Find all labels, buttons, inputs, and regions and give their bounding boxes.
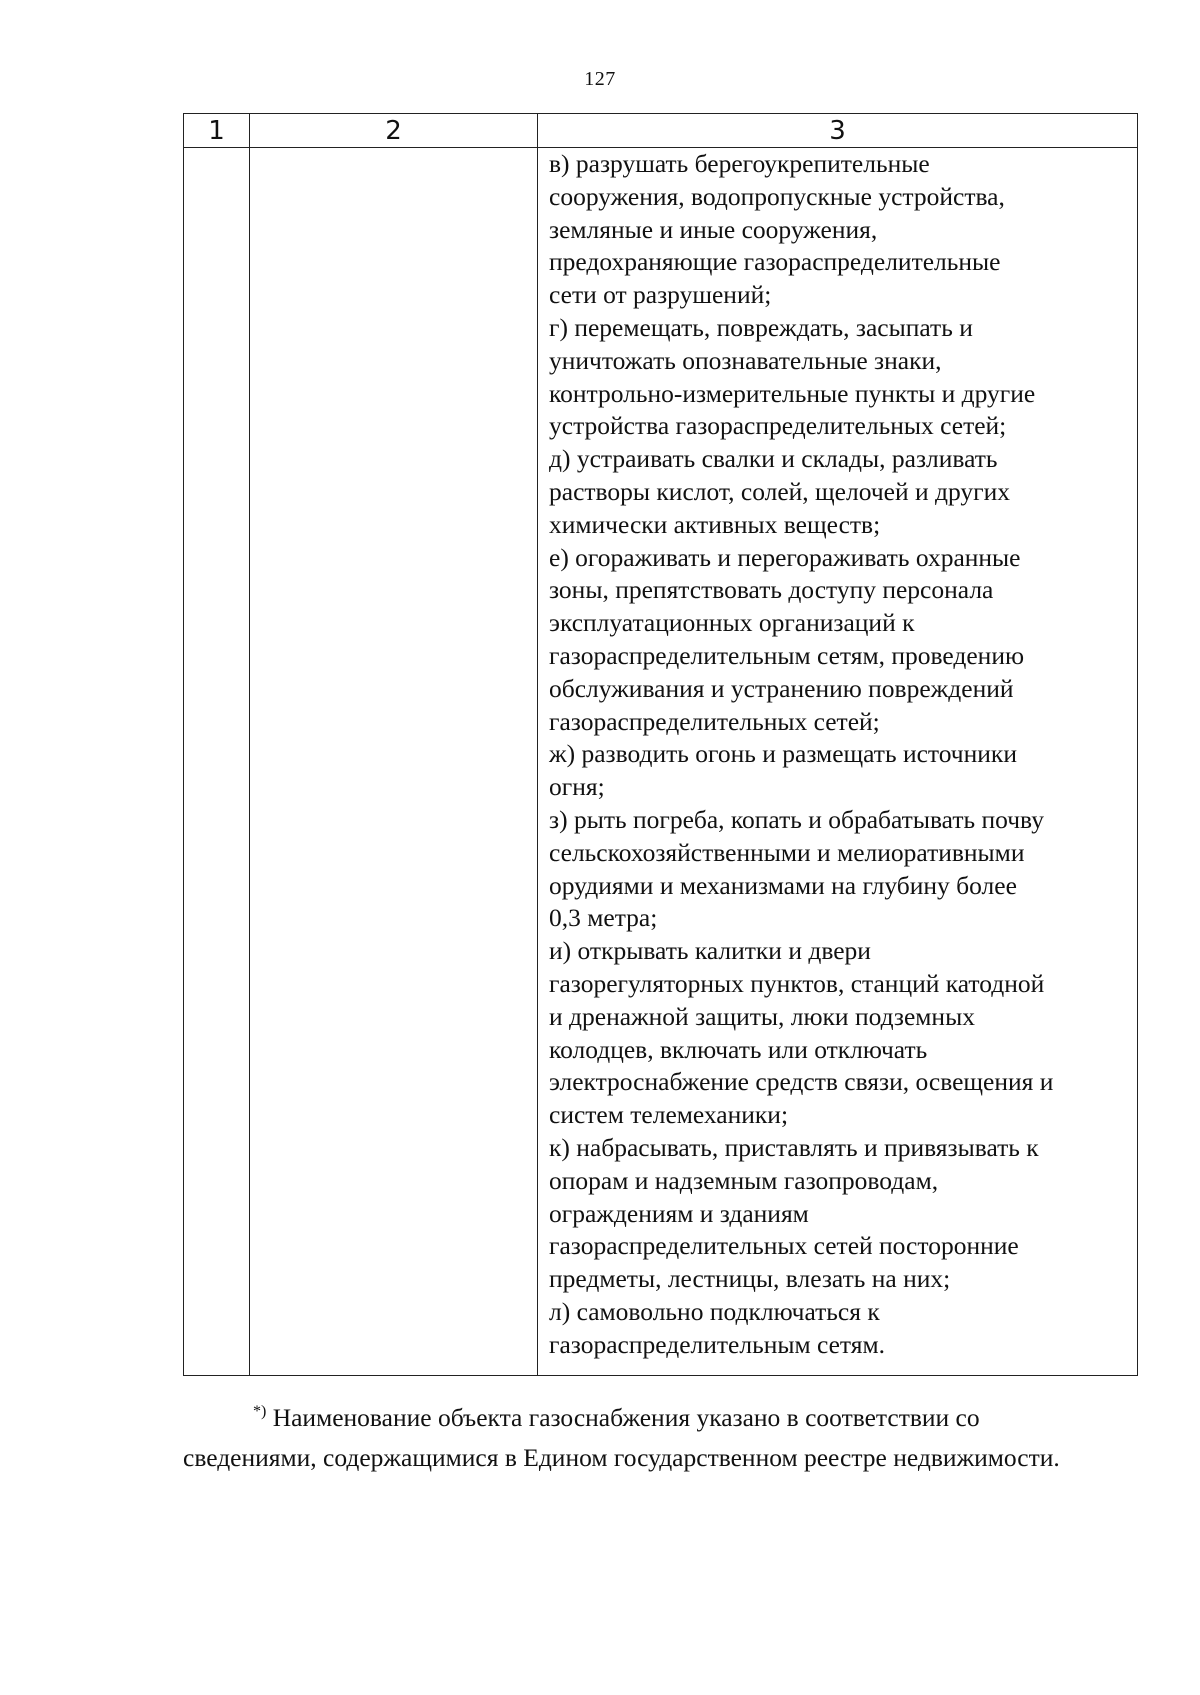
restriction-line: л) самовольно подключаться к: [549, 1296, 880, 1326]
cell-col-2: [250, 148, 538, 1376]
restriction-line: огня;: [549, 772, 605, 802]
restriction-line: ж) разводить огонь и размещать источники: [549, 739, 1017, 769]
restriction-line: к) набрасывать, приставлять и привязывать к: [549, 1132, 1039, 1162]
footnote-marker: *): [253, 1403, 267, 1420]
restriction-line: з) рыть погреба, копать и обрабатывать почву: [549, 804, 1044, 834]
restriction-line: зоны, препятствовать доступу персонала: [549, 575, 994, 605]
restriction-line: эксплуатационных организаций к: [549, 608, 915, 638]
restriction-line: г) перемещать, повреждать, засыпать и: [549, 312, 973, 342]
column-header-1: 1: [184, 114, 250, 148]
restriction-line: и дренажной защиты, люки подземных: [549, 1001, 975, 1031]
page-number: 127: [584, 68, 616, 90]
restriction-line: колодцев, включать или отключать: [549, 1034, 928, 1064]
column-header-3: 3: [538, 114, 1138, 148]
footnote-text-line1: Наименование объекта газоснабжения указано в соответствии со: [272, 1403, 980, 1432]
restriction-line: газораспределительным сетям, проведению: [549, 640, 1025, 670]
restriction-line: газораспределительных сетей посторонние: [549, 1231, 1019, 1261]
restriction-line: сети от разрушений;: [549, 280, 772, 310]
column-header-2: 2: [250, 114, 538, 148]
restriction-line: газораспределительным сетям.: [549, 1329, 885, 1359]
restriction-line: опорам и надземным газопроводам,: [549, 1165, 939, 1195]
restriction-line: в) разрушать берегоукрепительные: [549, 149, 930, 178]
table-header-row: [184, 114, 1138, 148]
restriction-line: и) открывать калитки и двери: [549, 936, 871, 966]
restriction-line: газорегуляторных пунктов, станций катодной: [549, 968, 1045, 998]
restriction-line: 0,3 метра;: [549, 903, 658, 933]
restriction-line: химически активных веществ;: [549, 509, 881, 539]
restriction-line: предохраняющие газораспределительные: [549, 247, 1001, 277]
restriction-line: д) устраивать свалки и склады, разливать: [549, 444, 998, 474]
restriction-line: орудиями и механизмами на глубину более: [549, 870, 1017, 900]
restriction-line: предметы, лестницы, влезать на них;: [549, 1264, 951, 1294]
restriction-line: ограждениям и зданиям: [549, 1198, 809, 1228]
restriction-line: систем телемеханики;: [549, 1100, 789, 1130]
restriction-line: растворы кислот, солей, щелочей и других: [549, 476, 1010, 506]
restriction-line: сельскохозяйственными и мелиоративными: [549, 837, 1025, 867]
restriction-line: контрольно-измерительные пункты и другие: [549, 378, 1036, 408]
table-row: [184, 148, 1138, 1376]
cell-col-1: [184, 148, 250, 1376]
restriction-line: газораспределительных сетей;: [549, 706, 880, 736]
restriction-line: обслуживания и устранению повреждений: [549, 673, 1014, 703]
restriction-line: сооружения, водопропускные устройства,: [549, 181, 1005, 211]
cell-col-3: [538, 148, 1138, 1376]
restrictions-list: [549, 148, 1131, 1361]
restriction-line: уничтожать опознавательные знаки,: [549, 345, 942, 375]
restriction-line: устройства газораспределительных сетей;: [549, 411, 1007, 441]
restriction-line: земляные и иные сооружения,: [549, 214, 878, 244]
restrictions-table: [183, 113, 1138, 1376]
restriction-line: е) огораживать и перегораживать охранные: [549, 542, 1021, 572]
restriction-line: электроснабжение средств связи, освещения и: [549, 1067, 1054, 1097]
footnote-text-rest: сведениями, содержащимися в Едином государственном реестре недвижимости.: [183, 1443, 1060, 1472]
footnote-first-line: [183, 1398, 1135, 1438]
footnote: [183, 1398, 1135, 1478]
